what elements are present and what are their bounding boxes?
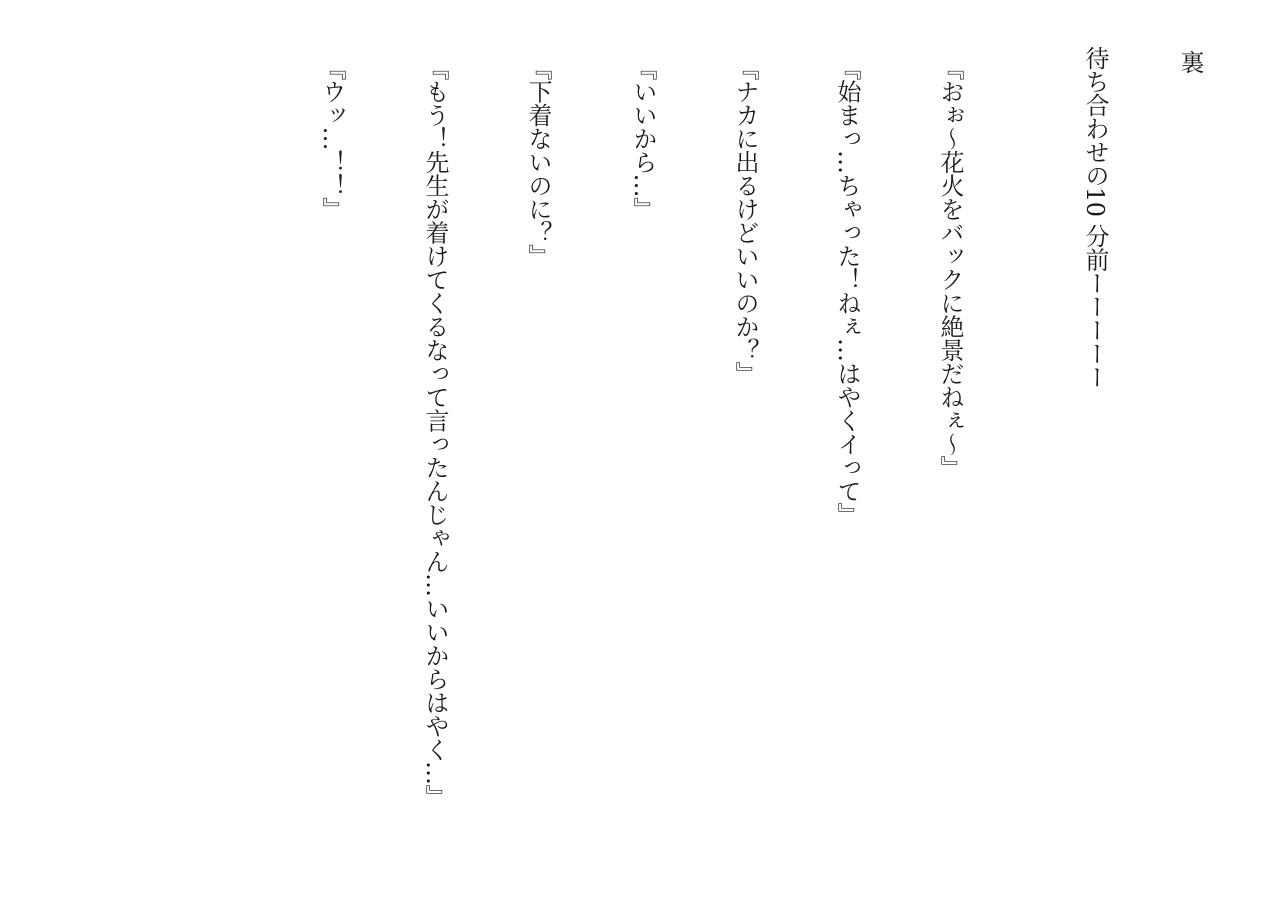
dialogue-line-5: 『下着ないのに？』 [524,56,552,268]
page-title: 裏 [1176,50,1204,74]
dialogue-line-3: 『ナカに出るけどいいのか？』 [731,56,759,385]
dialogue-line-7: 『ウッ…！！』 [318,56,346,221]
narration-line: 待ち合わせの10 分前ーーーーー [1081,46,1109,389]
dialogue-line-4: 『いいから…』 [629,56,657,221]
dialogue-line-6: 『もう！先生が着けてくるなって言ったんじゃん…いいからはやく…』 [421,56,449,808]
dialogue-line-2: 『始まっ…ちゃった！ねぇ…はやくイって』 [833,56,861,526]
dialogue-line-1: 『おぉ〜花火をバックに絶景だねぇ〜』 [936,56,964,479]
